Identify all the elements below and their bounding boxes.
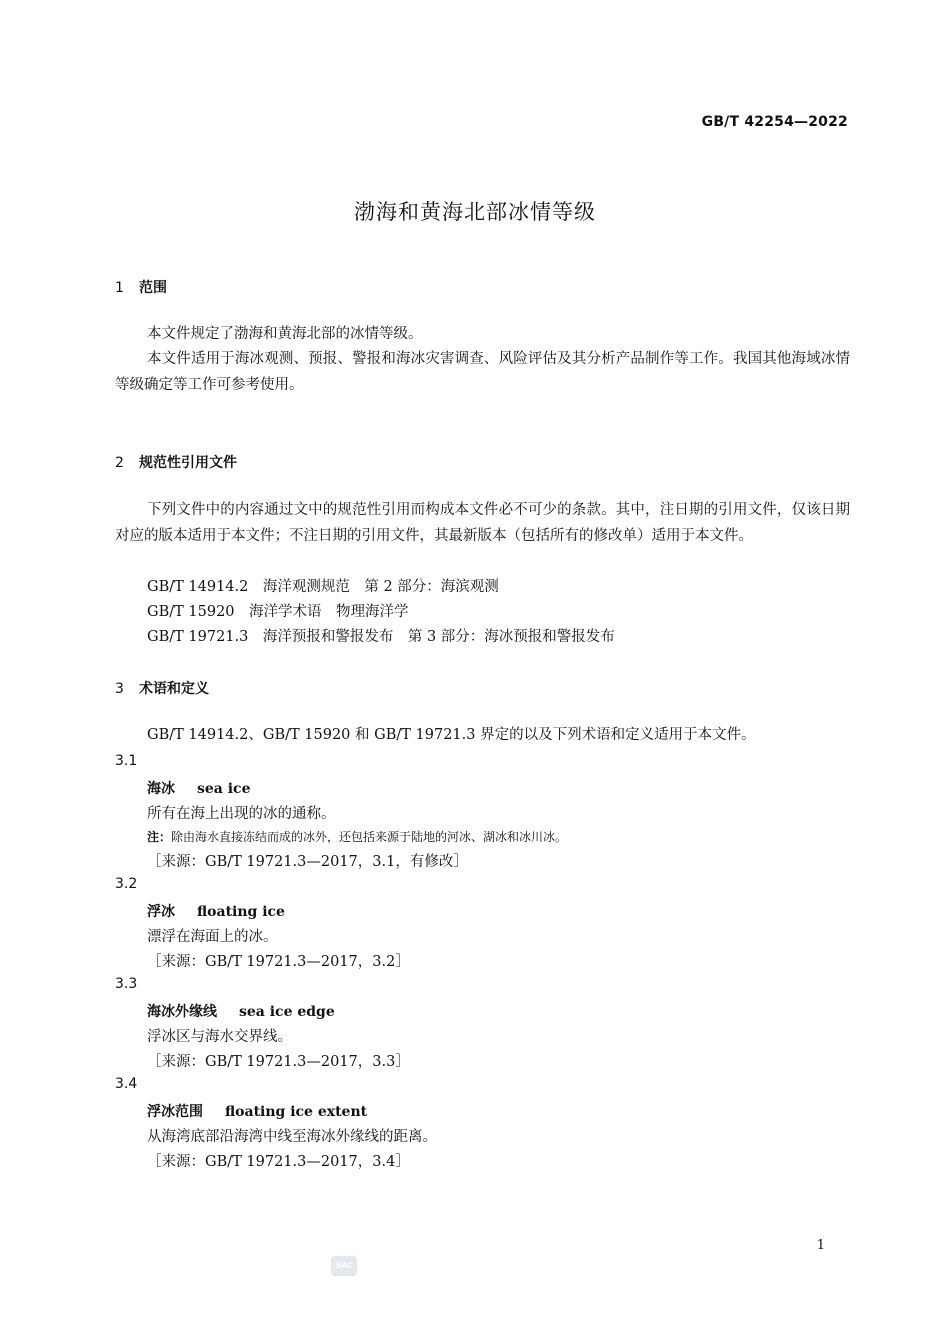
term-source: ［来源：GB/T 19721.3—2017，3.3］ <box>147 1054 410 1070</box>
section-heading-terms-and-definitions <box>115 678 209 698</box>
term-entry <box>147 1001 335 1021</box>
sac-logo-icon: SAC <box>331 1256 357 1276</box>
reference-item: GB/T 15920 海洋学术语 物理海洋学 <box>147 604 409 620</box>
term-number: 3.4 <box>115 1076 138 1092</box>
term-definition: 漂浮在海面上的冰。 <box>147 929 278 945</box>
paragraph: 下列文件中的内容通过文中的规范性引用而构成本文件必不可少的条款。其中，注日期的引用文件，仅该日期对应的版本适用于本文件；不注日期的引用文件，其最新版本（包括所有的修改单）适用于本文件。 <box>115 502 850 544</box>
document-title: 渤海和黄海北部冰情等级 <box>354 200 596 224</box>
section-title: 术语和定义 <box>139 681 209 697</box>
term-chinese: 海冰外缘线 <box>147 1004 217 1020</box>
term-chinese: 浮冰范围 <box>147 1104 203 1120</box>
section-title: 范围 <box>139 280 167 296</box>
paragraph: 本文件适用于海冰观测、预报、警报和海冰灾害调查、风险评估及其分析产品制作等工作。我国其他海域冰情等级确定等工作可参考使用。 <box>115 351 850 393</box>
term-entry <box>147 901 285 921</box>
term-number: 3.2 <box>115 876 138 892</box>
section-number: 3 <box>115 681 124 697</box>
section-title: 规范性引用文件 <box>139 455 237 471</box>
term-chinese: 海冰 <box>147 781 175 797</box>
section-heading-normative-references <box>115 452 237 472</box>
term-chinese: 浮冰 <box>147 904 175 920</box>
term-definition: 所有在海上出现的冰的通称。 <box>147 806 336 822</box>
term-english: floating ice <box>197 904 285 920</box>
section-heading-scope <box>115 277 167 297</box>
term-english: floating ice extent <box>225 1104 368 1120</box>
page-number: 1 <box>816 1238 825 1253</box>
section-number: 1 <box>115 280 124 296</box>
term-english: sea ice <box>197 781 251 797</box>
term-number: 3.3 <box>115 976 138 992</box>
paragraph: GB/T 14914.2、GB/T 15920 和 GB/T 19721.3 界定的以及下列术语和定义适用于本文件。 <box>147 727 756 743</box>
term-definition: 浮冰区与海水交界线。 <box>147 1029 292 1045</box>
term-number: 3.1 <box>115 753 138 769</box>
reference-item: GB/T 19721.3 海洋预报和警报发布 第 3 部分：海冰预报和警报发布 <box>147 629 615 645</box>
note-text: 除由海水直接冻结而成的冰外，还包括来源于陆地的河冰、湖冰和冰川冰。 <box>171 830 568 844</box>
term-source: ［来源：GB/T 19721.3—2017，3.1，有修改］ <box>147 854 468 870</box>
term-note <box>147 828 567 845</box>
term-source: ［来源：GB/T 19721.3—2017，3.2］ <box>147 954 410 970</box>
section-number: 2 <box>115 455 124 471</box>
note-label: 注： <box>147 830 172 844</box>
term-english: sea ice edge <box>239 1004 335 1020</box>
term-entry <box>147 778 250 798</box>
term-definition: 从海湾底部沿海湾中线至海冰外缘线的距离。 <box>147 1129 437 1145</box>
paragraph: 本文件规定了渤海和黄海北部的冰情等级。 <box>147 326 423 342</box>
term-source: ［来源：GB/T 19721.3—2017，3.4］ <box>147 1154 410 1170</box>
term-entry <box>147 1101 367 1121</box>
standard-code: GB/T 42254—2022 <box>701 114 848 130</box>
reference-item: GB/T 14914.2 海洋观测规范 第 2 部分：海滨观测 <box>147 579 499 595</box>
